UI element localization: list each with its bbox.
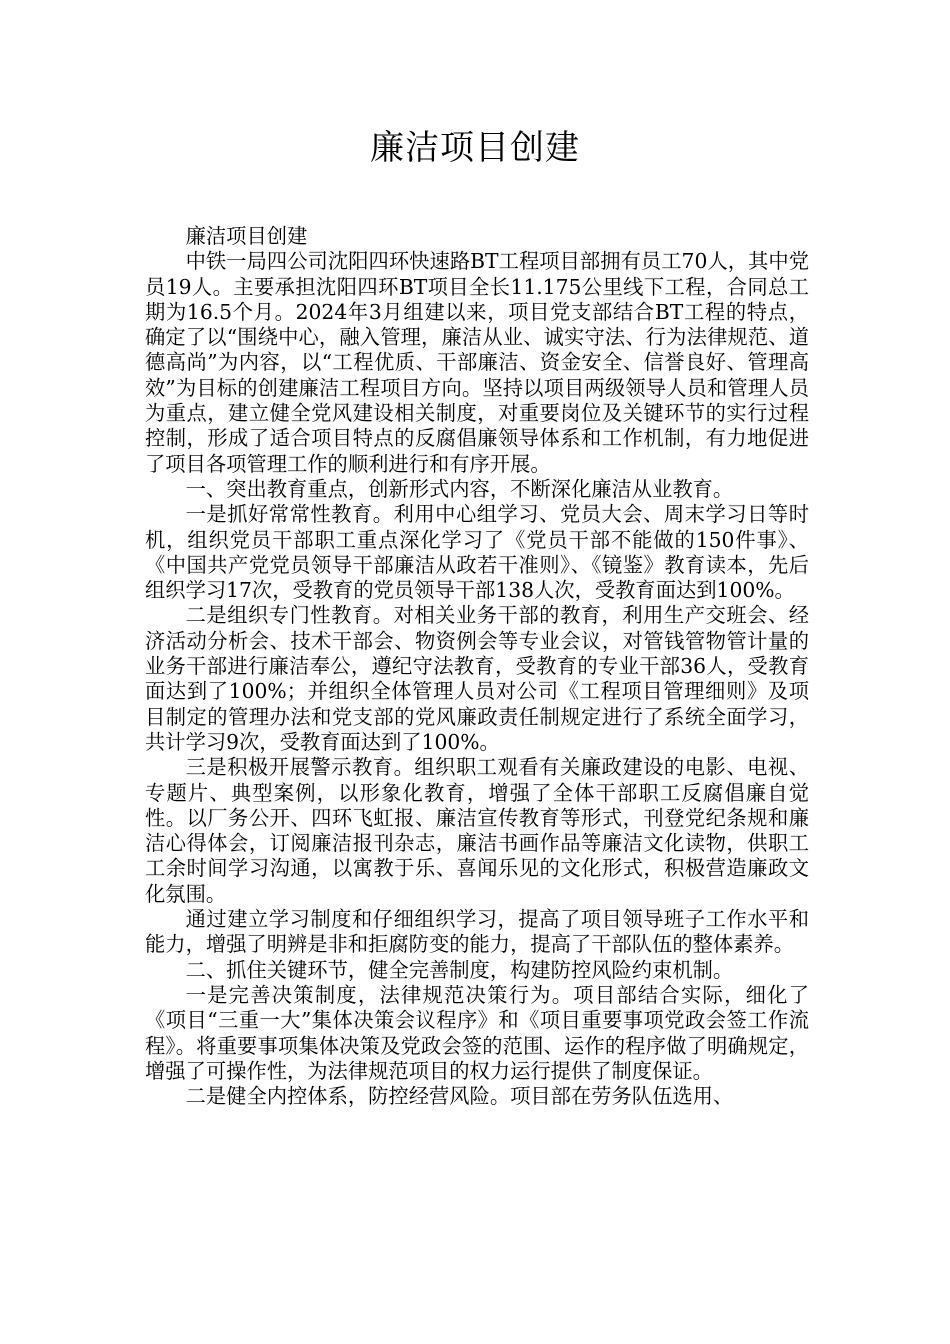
paragraph: 中铁一局四公司沈阳四环快速路BT工程项目部拥有员工70人，其中党员19人。主要承担沈阳四环BT项目全长11.175公里线下工程，合同总工期为16.5个月。2024年3月组建以来，项目党支部结合BT工程的特点，确定了以“围绕中心，融入管理，廉洁从业、诚实守法、行为法律规范、道德高尚”为内容，以“工程优质、干部廉洁、资金安全、信誉良好、管理高效”为目标的创建廉洁工程项目方向。坚持以项目两级领导人员和管理人员为重点，建立健全党风建设相关制度，对重要岗位及关键环节的实行过程控制，形成了适合项目特点的反腐倡廉领导体系和工作机制，有力地促进了项目各项管理工作的顺利进行和有序开展。 — [145, 249, 809, 476]
section-heading: 一、突出教育重点，创新形式内容，不断深化廉洁从业教育。 — [185, 476, 734, 501]
paragraph: 通过建立学习制度和仔细组织学习，提高了项目领导班子工作水平和能力，增强了明辨是非和拒腐防变的能力，提高了干部队伍的整体素养。 — [145, 907, 809, 957]
document-body — [145, 224, 809, 1109]
section-heading: 二、抓住关键环节，健全完善制度，构建防控风险约束机制。 — [185, 957, 734, 982]
document-title: 廉洁项目创建 — [370, 128, 580, 168]
paragraph: 一是抓好常常性教育。利用中心组学习、党员大会、周末学习日等时机，组织党员干部职工重点深化学习了《党员干部不能做的150件事》、《中国共产党党员领导干部廉洁从政若干准则》、《镜鉴》教育读本，先后组织学习17次，受教育的党员领导干部138人次，受教育面达到100%。 — [145, 502, 809, 603]
paragraph: 二是组织专门性教育。对相关业务干部的教育，利用生产交班会、经济活动分析会、技术干部会、物资例会等专业会议，对管钱管物管计量的业务干部进行廉洁奉公，遵纪守法教育，受教育的专业干部36人，受教育面达到了100%；并组织全体管理人员对公司《工程项目管理细则》及项目制定的管理办法和党支部的党风廉政责任制规定进行了系统全面学习，共计学习9次，受教育面达到了100%。 — [145, 603, 809, 754]
paragraph: 二是健全内控体系，防控经营风险。项目部在劳务队伍选用、 — [185, 1084, 734, 1109]
paragraph: 廉洁项目创建 — [185, 224, 308, 248]
paragraph: 三是积极开展警示教育。组织职工观看有关廉政建设的电影、电视、专题片、典型案例，以形象化教育，增强了全体干部职工反腐倡廉自觉性。以厂务公开、四环飞虹报、廉洁宣传教育等形式，刊登党纪条规和廉洁心得体会，订阅廉洁报刊杂志，廉洁书画作品等廉洁文化读物，供职工工余时间学习沟通，以寓教于乐、喜闻乐见的文化形式，积极营造廉政文化氛围。 — [145, 755, 809, 906]
paragraph: 一是完善决策制度，法律规范决策行为。项目部结合实际，细化了《项目“三重一大”集体决策会议程序》和《项目重要事项党政会签工作流程》。将重要事项集体决策及党政会签的范围、运作的程序做了明确规定，增强了可操作性，为法律规范项目的权力运行提供了制度保证。 — [145, 982, 809, 1083]
